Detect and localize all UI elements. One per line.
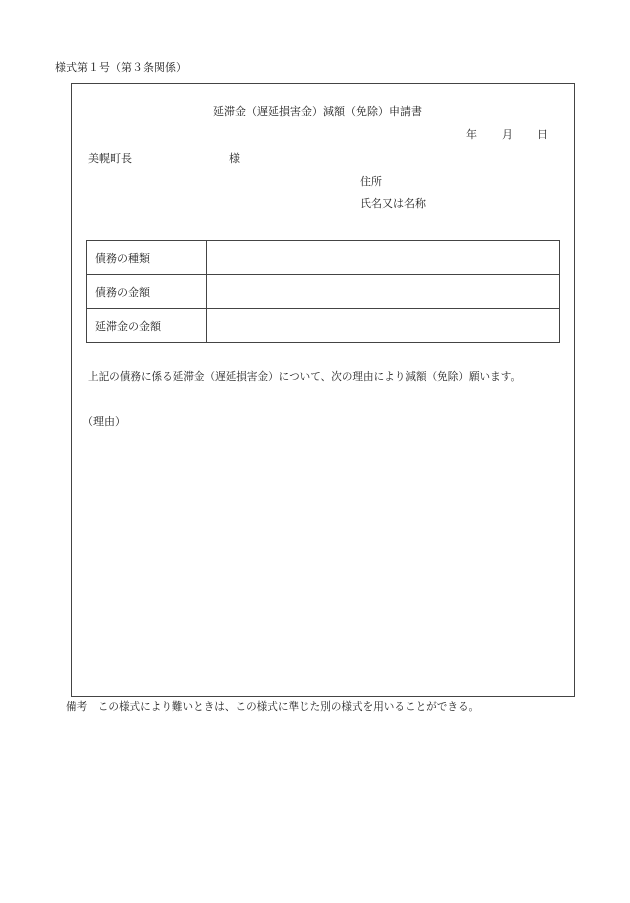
late-fee-amount-field[interactable]	[207, 309, 560, 343]
table-row	[87, 241, 560, 275]
date-month-label: 月	[502, 128, 513, 141]
reason-field[interactable]	[86, 436, 560, 686]
debt-amount-field[interactable]	[207, 275, 560, 309]
addressee-name: 美幌町長	[88, 152, 132, 165]
address-label: 住所	[360, 175, 382, 188]
addressee-honorific: 様	[229, 152, 240, 165]
reason-label: （理由）	[82, 415, 126, 428]
debt-type-field[interactable]	[207, 241, 560, 275]
date-day-label: 日	[537, 128, 548, 141]
debt-amount-label: 債務の金額	[87, 275, 207, 309]
form-number: 様式第１号（第３条関係）	[55, 61, 187, 74]
form-title: 延滞金（遅延損害金）減額（免除）申請書	[213, 105, 422, 118]
late-fee-amount-label: 延滞金の金額	[87, 309, 207, 343]
remarks-note: 備考 この様式により難いときは、この様式に準じた別の様式を用いることができる。	[66, 701, 480, 713]
debt-info-table	[86, 240, 560, 343]
table-row	[87, 309, 560, 343]
request-statement: 上記の債務に係る延滞金（遅延損害金）について、次の理由により減額（免除）願います。	[88, 371, 522, 383]
applicant-name-label: 氏名又は名称	[360, 197, 426, 210]
debt-type-label: 債務の種類	[87, 241, 207, 275]
date-year-label: 年	[466, 128, 477, 141]
table-row	[87, 275, 560, 309]
